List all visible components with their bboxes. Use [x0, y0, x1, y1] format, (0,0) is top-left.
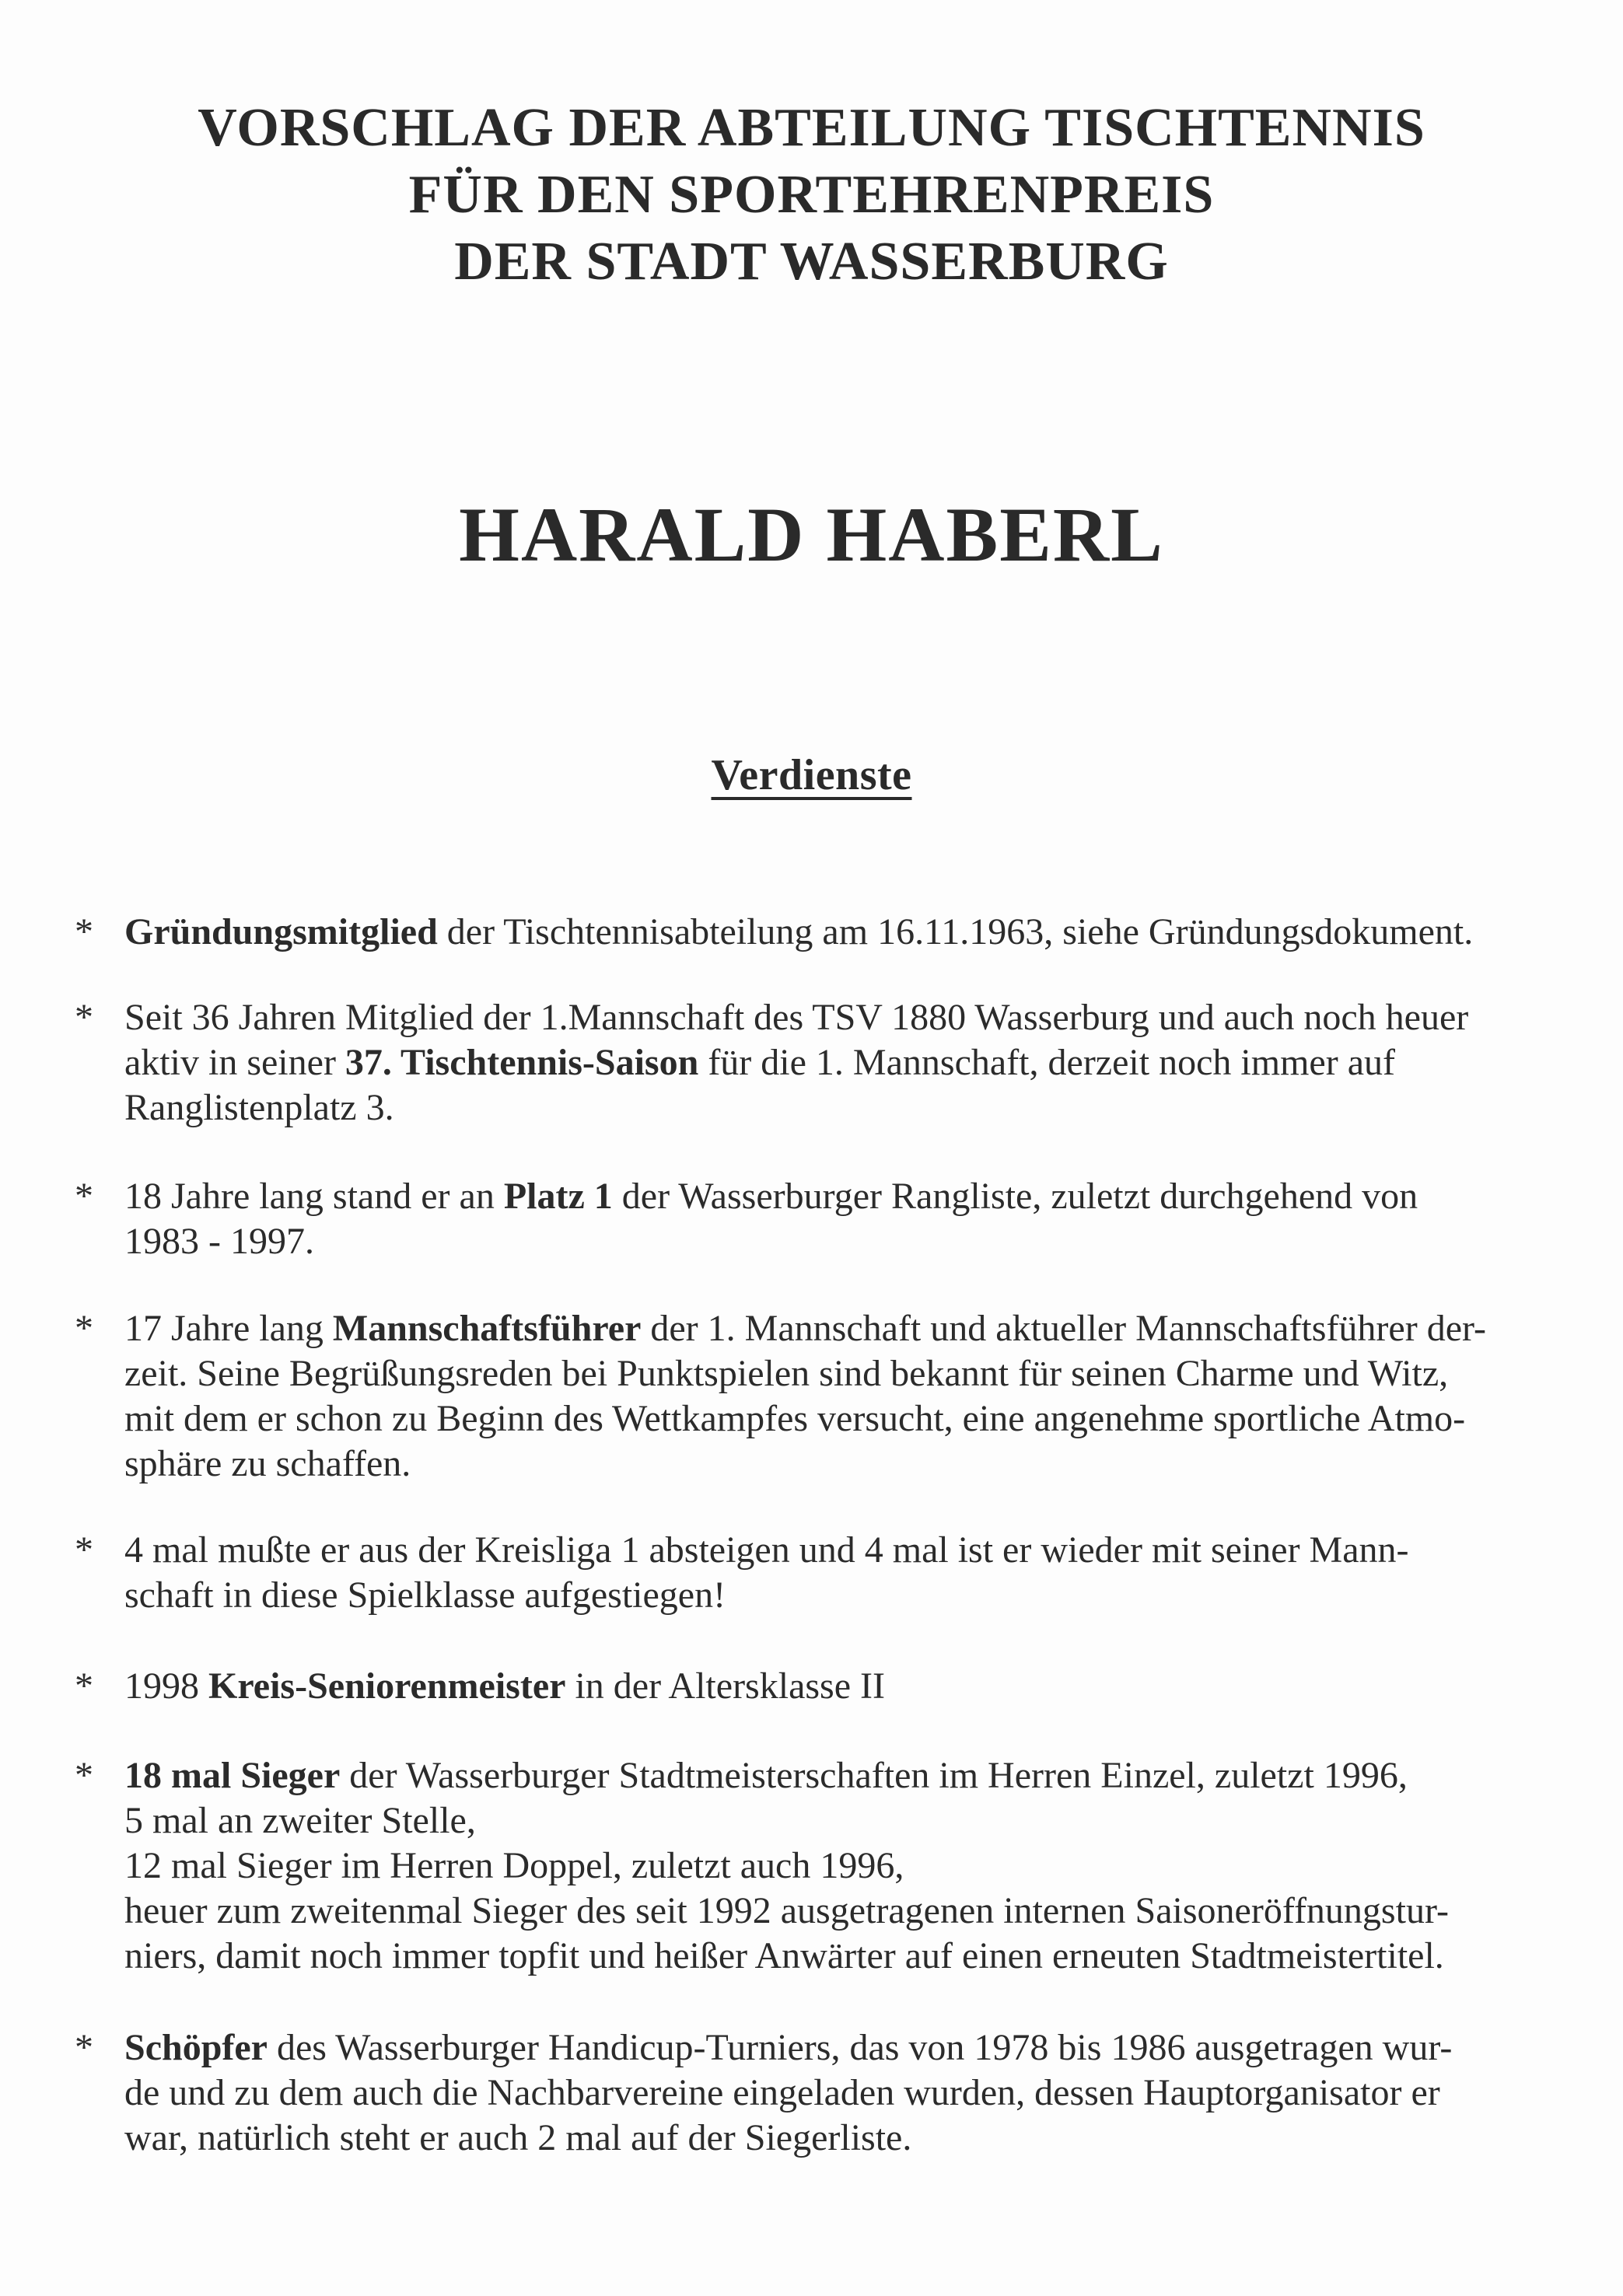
merit-text-line	[124, 1219, 1540, 1264]
body-text: 5 mal an zweiter Stelle,	[124, 1800, 476, 1841]
merit-text-line	[124, 1934, 1540, 1979]
merit-text	[124, 1528, 1540, 1618]
merit-text-line	[124, 910, 1540, 955]
body-text: Seit 36 Jahren Mitglied der 1.Mannschaft des TSV 1880 Wasserburg und auch noch heuer	[124, 997, 1469, 1038]
body-text: der Tischtennisabteilung am 16.11.1963, siehe Gründungsdokument.	[437, 911, 1474, 952]
body-text: 1998	[124, 1665, 208, 1707]
body-text: 12 mal Sieger im Herren Doppel, zuletzt auch 1996,	[124, 1845, 904, 1886]
merit-text-line	[124, 2025, 1540, 2071]
title-line-3: DER STADT WASSERBURG	[454, 232, 1169, 292]
bullet-asterisk: *	[75, 1308, 93, 1349]
merit-text	[124, 995, 1540, 1131]
merit-text-line	[124, 1798, 1540, 1843]
body-text: zeit. Seine Begrüßungsreden bei Punktspielen sind bekannt für seinen Charme und Witz,	[124, 1353, 1449, 1394]
body-text: Ranglistenplatz 3.	[124, 1087, 394, 1128]
emphasis-text: Kreis-Seniorenmeister	[208, 1665, 566, 1707]
body-text: der Wasserburger Stadtmeisterschaften im Herren Einzel, zuletzt 1996,	[340, 1755, 1408, 1796]
body-text: niers, damit noch immer topfit und heißer Anwärter auf einen erneuten Stadtmeistertitel.	[124, 1935, 1444, 1976]
section-heading-text: Verdienste	[711, 751, 912, 799]
body-text: in der Altersklasse II	[565, 1665, 886, 1707]
merit-text-line	[124, 1528, 1540, 1573]
body-text: der 1. Mannschaft und aktueller Mannschaftsführer der-	[641, 1308, 1487, 1349]
emphasis-text: Gründungsmitglied	[124, 911, 438, 952]
merit-text-line	[124, 1442, 1540, 1487]
emphasis-text: Mannschaftsführer	[332, 1308, 642, 1349]
merit-text	[124, 1174, 1540, 1264]
section-heading	[0, 748, 1623, 802]
merit-text	[124, 2025, 1540, 2161]
emphasis-text: 18 mal Sieger	[124, 1755, 341, 1796]
merit-text-line	[124, 1573, 1540, 1618]
merit-text-line	[124, 1889, 1540, 1934]
merit-text-line	[124, 1843, 1540, 1889]
bullet-asterisk: *	[75, 1665, 93, 1707]
title-line-1: VORSCHLAG DER ABTEILUNG TISCHTENNIS	[198, 98, 1425, 158]
merit-text-line	[124, 1040, 1540, 1085]
merit-text-line	[124, 1396, 1540, 1442]
body-text: de und zu dem auch die Nachbarvereine eingeladen wurden, dessen Hauptorganisator er	[124, 2072, 1440, 2113]
body-text: 1983 - 1997.	[124, 1221, 314, 1262]
emphasis-text: Schöpfer	[124, 2027, 268, 2068]
body-text: schaft in diese Spielklasse aufgestiegen!	[124, 1574, 726, 1616]
bullet-asterisk: *	[75, 1176, 93, 1217]
nominee-name: HARALD HABERL	[459, 491, 1164, 578]
merit-text-line	[124, 1753, 1540, 1798]
merit-text	[124, 1306, 1540, 1487]
body-text: für die 1. Mannschaft, derzeit noch immer auf	[698, 1042, 1395, 1083]
body-text: war, natürlich steht er auch 2 mal auf der Siegerliste.	[124, 2117, 912, 2158]
body-text: 4 mal mußte er aus der Kreisliga 1 absteigen und 4 mal ist er wieder mit seiner Mann-	[124, 1529, 1409, 1571]
merit-text-line	[124, 2071, 1540, 2116]
merit-text	[124, 910, 1540, 955]
body-text: der Wasserburger Rangliste, zuletzt durchgehend von	[612, 1176, 1418, 1217]
merit-text-line	[124, 1664, 1540, 1709]
merit-text-line	[124, 1174, 1540, 1219]
merit-text	[124, 1664, 1540, 1709]
merit-text-line	[124, 2116, 1540, 2161]
bullet-asterisk: *	[75, 1529, 93, 1571]
emphasis-text: 37. Tischtennis-Saison	[345, 1042, 699, 1083]
merit-text-line	[124, 995, 1540, 1040]
title-line-2: FÜR DEN SPORTEHRENPREIS	[408, 165, 1215, 225]
emphasis-text: Platz 1	[503, 1176, 613, 1217]
body-text: mit dem er schon zu Beginn des Wettkampfes versucht, eine angenehme sportliche Atmo-	[124, 1398, 1466, 1439]
body-text: 17 Jahre lang	[124, 1308, 333, 1349]
body-text: heuer zum zweitenmal Sieger des seit 1992 ausgetragenen internen Saisoneröffnungstur-	[124, 1890, 1449, 1931]
body-text: des Wasserburger Handicup-Turniers, das von 1978 bis 1986 ausgetragen wur-	[267, 2027, 1453, 2068]
merit-text	[124, 1753, 1540, 1979]
bullet-asterisk: *	[75, 911, 93, 952]
document-title	[0, 95, 1623, 295]
merit-text-line	[124, 1085, 1540, 1131]
body-text: sphäre zu schaffen.	[124, 1443, 411, 1484]
body-text: aktiv in seiner	[124, 1042, 345, 1083]
bullet-asterisk: *	[75, 1755, 93, 1796]
merit-text-line	[124, 1351, 1540, 1396]
bullet-asterisk: *	[75, 997, 93, 1038]
merit-text-line	[124, 1306, 1540, 1351]
body-text: 18 Jahre lang stand er an	[124, 1176, 504, 1217]
bullet-asterisk: *	[75, 2027, 93, 2068]
